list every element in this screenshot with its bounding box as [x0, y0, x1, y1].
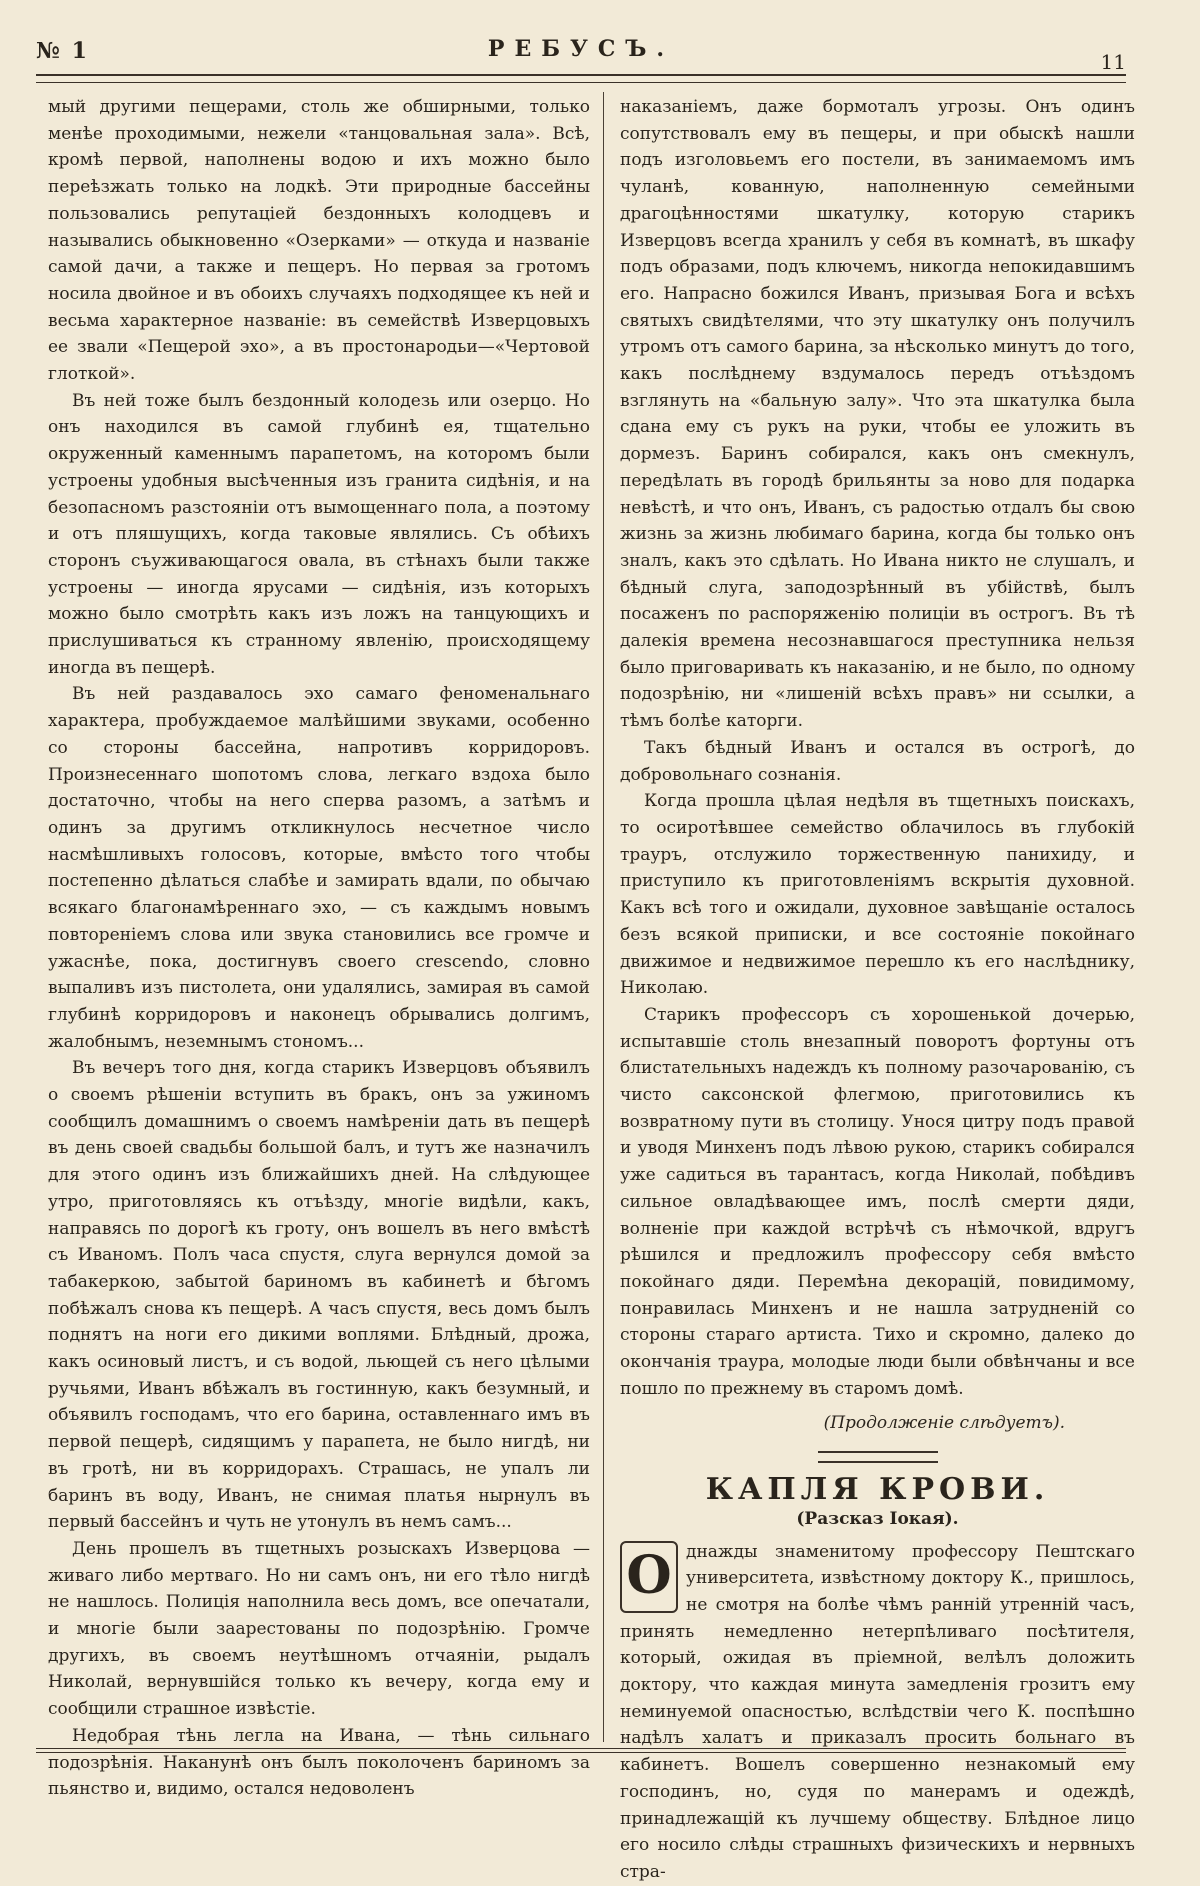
paragraph: наказаніемъ, даже бормоталъ угрозы. Онъ одинъ сопутствовалъ ему въ пещеры, и при обыскѣ нашли подъ изголовьемъ его постели, въ занимаемомъ имъ чуланѣ, кованную, наполненную семейными драгоцѣнностями шкатулку, которую старикъ Изверцовъ всегда хранилъ у себя въ комнатѣ, въ шкафу подъ образами, подъ ключемъ, никогда непокидавшимъ его. Напрасно божился Иванъ, призывая Бога и всѣхъ святыхъ свидѣтелями, что эту шкатулку онъ получилъ утромъ отъ самого барина, за нѣсколько минутъ до того, какъ послѣднему вздумалось передъ отъѣздомъ взглянуть на «бальную залу». Что эта шкатулка была сдана ему съ рукъ на руки, чтобы ее уложить въ дормезъ. Баринъ собирался, какъ онъ смекнулъ, передѣлать въ городѣ брильянты за ново для подарка невѣстѣ, и что онъ, Иванъ, съ радостью отдалъ бы свою жизнь за жизнь любимаго барина, когда бы только онъ зналъ, какъ это сдѣлать. Но Ивана никто не слушалъ, и бѣдный слуга, заподозрѣнный въ убійствѣ, былъ посаженъ по распоряженію полиціи въ острогъ. Въ тѣ далекія времена несознавшагося преступника нельзя было приговаривать къ наказанію, и не было, по одному подозрѣнію, ни «лишеній всѣхъ правъ» ни ссылки, а тѣмъ болѣе каторги. — [620, 97, 1135, 732]
right-column — [620, 94, 1135, 1882]
paragraph: Когда прошла цѣлая недѣля въ тщетныхъ поискахъ, то осиротѣвшее семейство облачилось въ глубокій трауръ, отслужило торжественную панихиду, и приступило къ приготовленіямъ вскрытія духовной. Какъ всѣ того и ожидали, духовное завѣщаніе осталось безъ всякой приписки, и все состояніе покойнаго движимое и недвижимое перешло къ его наслѣднику, Николаю. — [620, 791, 1135, 999]
paragraph: Въ вечеръ того дня, когда старикъ Изверцовъ объявилъ о своемъ рѣшеніи вступить въ бракъ, онъ за ужиномъ сообщилъ домашнимъ о своемъ намѣреніи дать въ пещерѣ въ день своей свадьбы большой балъ, и тутъ же назначилъ для этого одинъ изъ ближайшихъ дней. На слѣдующее утро, приготовляясь къ отъѣзду, многіе видѣли, какъ, направясь по дорогѣ къ гроту, онъ вошелъ въ него вмѣстѣ съ Иваномъ. Полъ часа спустя, слуга вернулся домой за табакеркою, забытой бариномъ въ кабинетѣ и бѣгомъ побѣжалъ снова къ пещерѣ. А часъ спустя, весь домъ былъ поднятъ на ноги его дикими воплями. Блѣдный, дрожа, какъ осиновый листъ, и съ водой, льющей съ него цѣлыми ручьями, Иванъ вбѣжалъ въ гостинную, какъ безумный, и объявилъ господамъ, что его барина, оставленнаго имъ въ первой пещерѣ, сидящимъ у парапета, не было нигдѣ, ни въ гротѣ, ни въ корридорахъ. Страшась, не упалъ ли баринъ въ воду, Иванъ, не снимая платья нырнулъ въ первый бассейнъ и чуть не утонулъ въ немъ самъ... — [48, 1058, 590, 1533]
story-title: КАПЛЯ КРОВИ. — [705, 1472, 1050, 1508]
bottom-rule — [36, 1748, 1126, 1753]
story-first-paragraph — [620, 1539, 1135, 1886]
journal-title: РЕБУСЪ. — [487, 36, 675, 62]
ornament-divider — [818, 1451, 938, 1463]
column-separator — [603, 92, 604, 1742]
header-rule — [36, 74, 1126, 83]
paragraph: Въ ней тоже былъ бездонный колодезь или озерцо. Но онъ находился въ самой глубинѣ ея, тщательно окруженный каменнымъ парапетомъ, на которомъ были устроены удобныя высѣченныя изъ гранита сидѣнія, и на безопасномъ разстояніи отъ вымощеннаго пола, а поэтому и отъ пляшущихъ, когда таковые являлись. Съ обѣихъ сторонъ съуживающагося овала, въ стѣнахъ были также устроены — иногда ярусами — сидѣнія, изъ которыхъ можно было смотрѣть какъ изъ ложъ на танцующихъ и прислушиваться къ странному явленію, происходящему иногда въ пещерѣ. — [48, 390, 590, 678]
left-column — [48, 94, 590, 1800]
paragraph: Недобрая тѣнь легла на Ивана, — тѣнь сильнаго подозрѣнія. Наканунѣ онъ былъ поколоченъ бариномъ за пьянство и, видимо, остался недоволенъ — [48, 1725, 590, 1800]
paragraph: Въ ней раздавалось эхо самаго феноменальнаго характера, пробуждаемое малѣйшими звуками, особенно со стороны бассейна, напротивъ корридоровъ. Произнесеннаго шопотомъ слова, легкаго вздоха было достаточно, чтобы на него сперва разомъ, а затѣмъ и одинъ за другимъ откликнулось несчетное число насмѣшливыхъ голосовъ, которые, вмѣсто того чтобы постепенно дѣлаться слабѣе и замирать вдали, по обычаю всякаго благонамѣреннаго эхо, — съ каждымъ новымъ повтореніемъ слова или звука становились все громче и ужаснѣе, пока, достигнувъ своего crescendo, словно выпаливъ изъ пистолета, они удалялись, замирая въ самой глубинѣ корридоровъ и наконецъ обрывались долгимъ, жалобнымъ, неземнымъ стономъ... — [48, 684, 590, 1052]
drop-cap: О — [620, 1541, 678, 1613]
issue-number: № 1 — [36, 38, 89, 64]
story-subtitle: (Разсказ Іокая). — [796, 1508, 959, 1529]
paragraph: День прошелъ въ тщетныхъ розыскахъ Изверцова — живаго либо мертваго. Но ни самъ онъ, ни его тѣло нигдѣ не нашлось. Полиція наполнила весь домъ, все опечатали, и многіе были заарестованы по подозрѣнію. Громче другихъ, въ своемъ неутѣшномъ отчаяніи, рыдалъ Николай, вернувшійся только къ вечеру, когда ему и сообщили страшное извѣстіе. — [48, 1538, 590, 1720]
story-text: днажды знаменитому профессору Пештскаго университета, извѣстному доктору К., пришлось, не смотря на болѣе чѣмъ ранній утренній часъ, принять немедленно нетерпѣливаго посѣтителя, который, ожидая въ пріемной, велѣлъ доложить доктору, что каждая минута замедленія грозитъ ему неминуемой опасностью, вслѣдствіи чего К. поспѣшно надѣлъ халатъ и приказалъ просить больнаго въ кабинетъ. Вошелъ совершенно незнакомый ему господинъ, но, судя по манерамъ и одеждѣ, принадлежащій къ лучшему обществу. Блѣдное лицо его носило слѣды страшныхъ физическихъ и нервныхъ стра- — [620, 1541, 1135, 1882]
paragraph: Старикъ профессоръ съ хорошенькой дочерью, испытавшіе столь внезапный поворотъ фортуны отъ блистательныхъ надеждъ къ полному разочарованію, съ чисто саксонской флегмою, приготовились къ возвратному пути въ столицу. Унося цитру подъ правой и уводя Минхенъ подъ лѣвою рукою, старикъ собирался уже садиться въ тарантасъ, когда Николай, побѣдивъ сильное овладѣвающее имъ, послѣ смерти дяди, волненіе при каждой встрѣчѣ съ нѣмочкой, вдругъ рѣшился и предложилъ профессору себя вмѣсто покойнаго дяди. Перемѣна декорацій, повидимому, понравилась Минхенъ и не нашла затрудненій со стороны стараго артиста. Тихо и скромно, далеко до окончанія траура, молодые люди были обвѣнчаны и все пошло по прежнему въ старомъ домѣ. — [620, 1004, 1135, 1399]
paragraph: мый другими пещерами, столь же обширными, только менѣе проходимыми, нежели «танцовальная зала». Всѣ, кромѣ первой, наполнены водою и ихъ можно было переѣзжать только на лодкѣ. Эти природные бассейны пользовались репутаціей бездонныхъ колодцевъ и назывались обыкновенно «Озерками» — откуда и названіе самой дачи, а также и пещеръ. Но первая за гротомъ носила двойное и въ обоихъ случаяхъ подходящее къ ней и весьма характерное названіе: въ семействѣ Изверцовыхъ ее звали «Пещерой эхо», а въ простонародьи—«Чертовой глоткой». — [48, 97, 590, 385]
page-number: 11 — [1100, 50, 1126, 74]
page-header — [36, 30, 1126, 74]
continued-note: (Продолженіе слѣдуетъ). — [823, 1413, 1065, 1434]
paragraph: Такъ бѣдный Иванъ и остался въ острогѣ, до добровольнаго сознанія. — [620, 737, 1135, 785]
